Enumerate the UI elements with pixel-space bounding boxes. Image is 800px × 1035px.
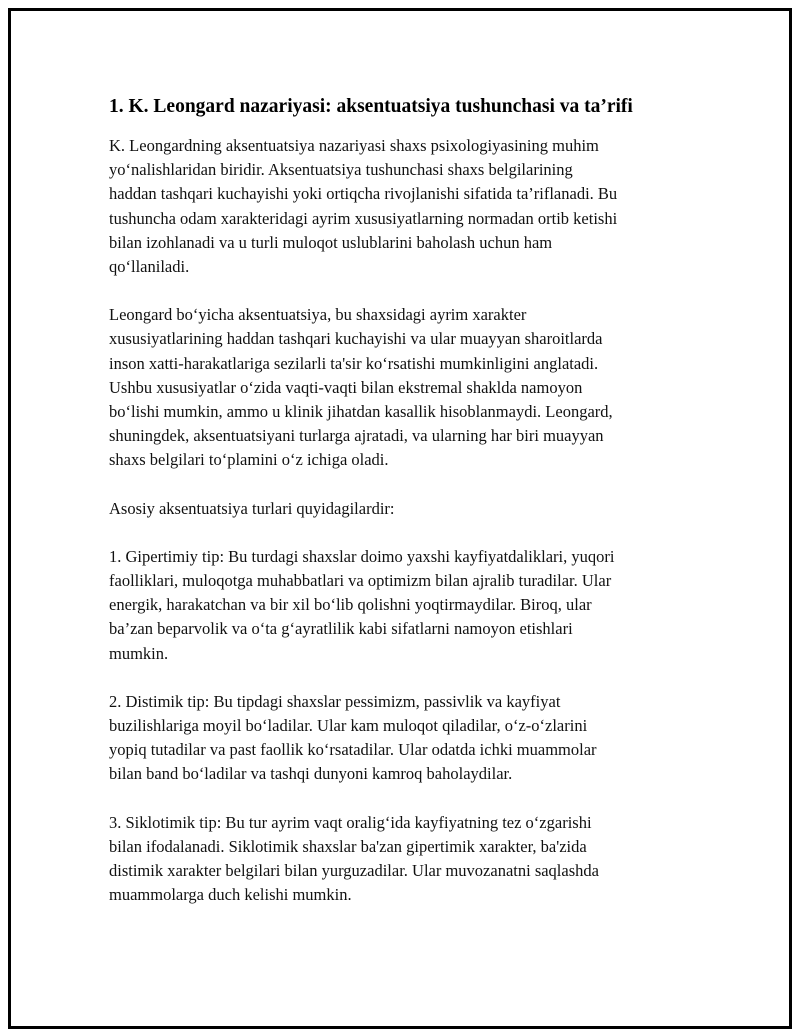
text-line: yo‘nalishlaridan biridir. Aksentuatsiya tushunchasi shaxs belgilarining	[109, 160, 573, 180]
text-line: buzilishlariga moyil bo‘ladilar. Ular kam muloqot qiladilar, o‘z-o‘zlarini	[109, 716, 588, 736]
text-line: Ushbu xususiyatlar o‘zida vaqti-vaqti bilan ekstremal shaklda namoyon	[109, 377, 583, 397]
text-line: bilan izohlanadi va u turli muloqot uslublarini baholash uchun ham	[109, 232, 553, 252]
document-body	[109, 94, 694, 931]
paragraph-cyclothymic-type	[109, 811, 694, 908]
text-line: 2. Distimik tip: Bu tipdagi shaxslar pessimizm, passivlik va kayfiyat	[109, 691, 561, 711]
text-line: 3. Siklotimik tip: Bu tur ayrim vaqt oralig‘ida kayfiyatning tez o‘zgarishi	[109, 812, 592, 832]
text-line: inson xatti-harakatlariga sezilarli ta'sir ko‘rsatishi mumkinligini anglatadi.	[109, 353, 599, 373]
text-line: bo‘lishi mumkin, ammo u klinik jihatdan kasallik hisoblanmaydi. Leongard,	[109, 402, 613, 422]
paragraph-dysthymic-type	[109, 690, 694, 787]
section-heading: 1. K. Leongard nazariyasi: aksentuatsiya tushunchasi va ta’rifi	[109, 96, 633, 117]
text-line: yopiq tutadilar va past faollik ko‘rsatadilar. Ular odatda ichki muammolar	[109, 740, 597, 760]
text-line: ba’zan beparvolik va o‘ta g‘ayratlilik kabi sifatlarni namoyon etishlari	[109, 619, 573, 639]
text-line: bilan ifodalanadi. Siklotimik shaxslar ba'zan gipertimik xarakter, ba'zida	[109, 836, 587, 856]
paragraph-hyperthymic-type	[109, 545, 694, 666]
text-line: 1. Gipertimiy tip: Bu turdagi shaxslar doimo yaxshi kayfiyatdaliklari, yuqori	[109, 546, 615, 566]
text-line: K. Leongardning aksentuatsiya nazariyasi shaxs psixologiyasining muhim	[109, 136, 599, 155]
text-line: mumkin.	[109, 643, 169, 663]
text-line: energik, harakatchan va bir xil bo‘lib qolishni yoqtirmaydilar. Biroq, ular	[109, 595, 592, 615]
text-line: Asosiy aksentuatsiya turlari quyidagilardir:	[109, 498, 395, 518]
text-line: bilan band bo‘ladilar va tashqi dunyoni kamroq baholaydilar.	[109, 764, 513, 784]
text-line: shaxs belgilari to‘plamini o‘z ichiga oladi.	[109, 450, 389, 470]
text-line: faolliklari, muloqotga muhabbatlari va optimizm bilan ajralib turadilar. Ular	[109, 571, 612, 591]
paragraph-intro	[109, 134, 694, 279]
paragraph-types-intro	[109, 497, 694, 521]
text-line: muammolarga duch kelishi mumkin.	[109, 885, 352, 905]
text-line: distimik xarakter belgilari bilan yurguzadilar. Ular muvozanatni saqlashda	[109, 861, 599, 881]
text-line: shuningdek, aksentuatsiyani turlarga ajratadi, va ularning har biri muayyan	[109, 426, 604, 446]
paragraph-definition	[109, 303, 694, 472]
text-line: Leongard bo‘yicha aksentuatsiya, bu shaxsidagi ayrim xarakter	[109, 305, 527, 325]
text-line: haddan tashqari kuchayishi yoki ortiqcha rivojlanishi sifatida ta’riflanadi. Bu	[109, 184, 618, 204]
text-line: tushuncha odam xarakteridagi ayrim xususiyatlarning normadan ortib ketishi	[109, 208, 618, 228]
text-line: qo‘llaniladi.	[109, 257, 190, 277]
text-line: xususiyatlarining haddan tashqari kuchayishi va ular muayyan sharoitlarda	[109, 329, 603, 349]
